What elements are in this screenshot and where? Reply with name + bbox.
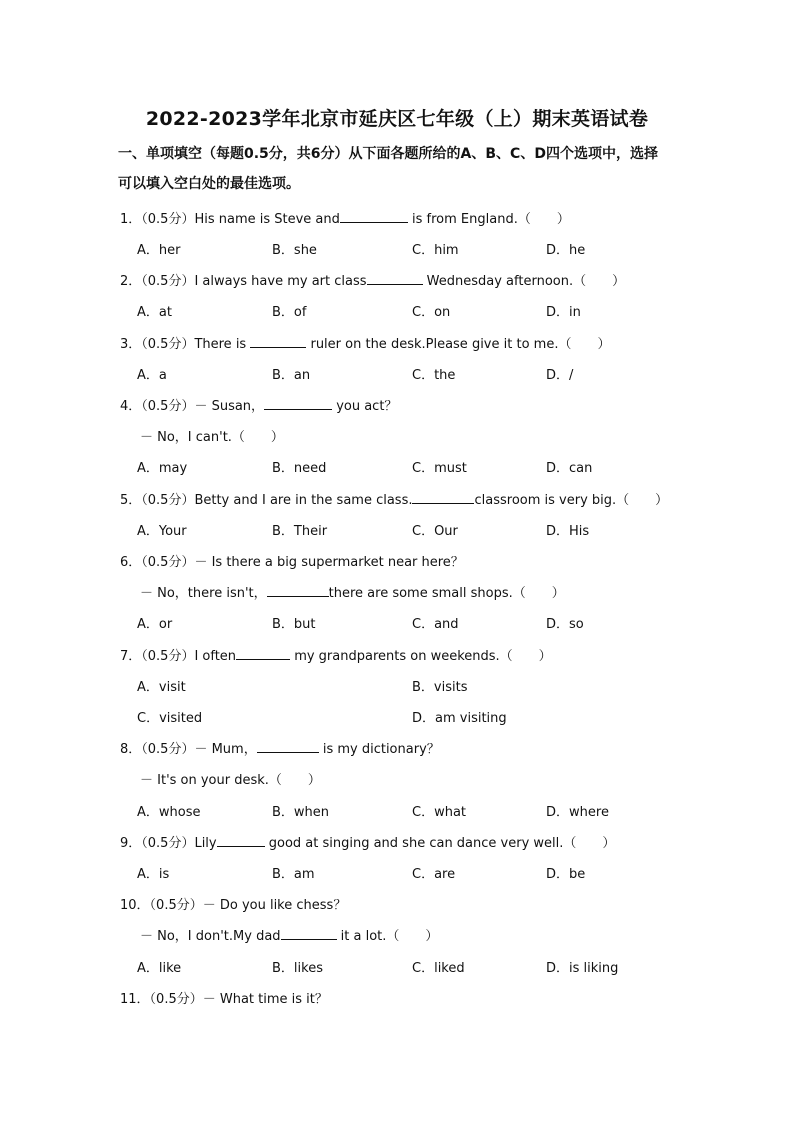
option-a[interactable]: A．at bbox=[137, 305, 172, 320]
question-11-stem: 11．（0.5分）－ What time is it？ bbox=[120, 992, 328, 1007]
answer-blank bbox=[367, 272, 423, 285]
option-b[interactable]: B．but bbox=[272, 617, 316, 632]
option-a[interactable]: A．or bbox=[137, 617, 173, 632]
answer-blank bbox=[264, 397, 332, 410]
option-b[interactable]: B．an bbox=[272, 368, 311, 383]
option-b[interactable]: B．she bbox=[272, 243, 317, 258]
option-b[interactable]: B．need bbox=[272, 461, 327, 476]
option-a[interactable]: A．a bbox=[137, 368, 167, 383]
option-d[interactable]: D．His bbox=[546, 524, 590, 539]
option-a[interactable]: A．visit bbox=[137, 680, 186, 695]
question-2-options bbox=[137, 301, 697, 319]
question-7-options-row2 bbox=[137, 707, 697, 725]
option-a[interactable]: A．like bbox=[137, 961, 182, 976]
question-2-stem: 2．（0.5分）I always have my art class Wednesday afternoon.（ ） bbox=[120, 274, 626, 289]
question-4-stem: 4．（0.5分）－ Susan， you act？ bbox=[120, 399, 398, 414]
option-b[interactable]: B．when bbox=[272, 805, 330, 820]
option-d[interactable]: D．so bbox=[546, 617, 584, 632]
option-d[interactable]: D．in bbox=[546, 305, 581, 320]
question-7-options-row1 bbox=[137, 676, 697, 694]
question-6-reply: － No，there isn't， there are some small shops.（ ） bbox=[140, 586, 565, 601]
option-c[interactable]: C．liked bbox=[412, 961, 465, 976]
question-3-stem: 3．（0.5分）There is ruler on the desk.Please give it to me.（ ） bbox=[120, 337, 611, 352]
answer-blank bbox=[412, 491, 474, 504]
option-c[interactable]: C．the bbox=[412, 368, 456, 383]
question-6-stem: 6．（0.5分）－ Is there a big supermarket near here？ bbox=[120, 555, 464, 570]
option-d[interactable]: D．where bbox=[546, 805, 609, 820]
question-4-options bbox=[137, 457, 697, 475]
answer-blank bbox=[340, 210, 408, 223]
option-d[interactable]: D．/ bbox=[546, 368, 574, 383]
question-5-options bbox=[137, 520, 697, 538]
answer-blank bbox=[250, 335, 306, 348]
option-c[interactable]: C．are bbox=[412, 867, 456, 882]
question-3-options bbox=[137, 364, 697, 382]
section-heading-line2: 可以填入空白处的最佳选项。 bbox=[118, 176, 300, 192]
section-heading-line1: 一、单项填空（每题0.5分，共6分）从下面各题所给的A、B、C、D四个选项中，选择 bbox=[118, 146, 658, 162]
option-c[interactable]: C．Our bbox=[412, 524, 458, 539]
option-d[interactable]: D．can bbox=[546, 461, 593, 476]
question-1-stem: 1．（0.5分）His name is Steve and is from England.（ ） bbox=[120, 212, 570, 227]
answer-blank bbox=[217, 834, 265, 847]
option-a[interactable]: A．her bbox=[137, 243, 181, 258]
answer-blank bbox=[281, 927, 337, 940]
option-d[interactable]: D．am visiting bbox=[412, 711, 507, 726]
question-5-stem: 5．（0.5分）Betty and I are in the same class. classroom is very big.（ ） bbox=[120, 493, 669, 508]
question-9-stem: 9．（0.5分）Lily good at singing and she can dance very well.（ ） bbox=[120, 836, 616, 851]
answer-blank bbox=[236, 647, 290, 660]
question-4-reply: － No，I can't.（ ） bbox=[140, 430, 284, 445]
option-c[interactable]: C．what bbox=[412, 805, 467, 820]
question-10-options bbox=[137, 957, 697, 975]
option-d[interactable]: D．be bbox=[546, 867, 586, 882]
answer-blank bbox=[257, 740, 319, 753]
option-a[interactable]: A．whose bbox=[137, 805, 201, 820]
answer-blank bbox=[267, 584, 329, 597]
option-c[interactable]: C．must bbox=[412, 461, 467, 476]
option-d[interactable]: D．is liking bbox=[546, 961, 619, 976]
question-10-reply: － No，I don't.My dad it a lot.（ ） bbox=[140, 929, 439, 944]
question-7-stem: 7．（0.5分）I often my grandparents on weekends.（ ） bbox=[120, 649, 552, 664]
question-10-stem: 10．（0.5分）－ Do you like chess？ bbox=[120, 898, 347, 913]
option-c[interactable]: C．visited bbox=[137, 711, 203, 726]
option-c[interactable]: C．him bbox=[412, 243, 459, 258]
option-b[interactable]: B．Their bbox=[272, 524, 328, 539]
option-c[interactable]: C．and bbox=[412, 617, 459, 632]
page-title: 2022-2023学年北京市延庆区七年级（上）期末英语试卷 bbox=[145, 108, 649, 130]
option-b[interactable]: B．likes bbox=[272, 961, 323, 976]
question-8-reply: － It's on your desk.（ ） bbox=[140, 773, 321, 788]
option-a[interactable]: A．Your bbox=[137, 524, 187, 539]
question-9-options bbox=[137, 863, 697, 881]
option-a[interactable]: A．is bbox=[137, 867, 170, 882]
section-heading bbox=[118, 139, 688, 199]
question-8-options bbox=[137, 801, 697, 819]
option-a[interactable]: A．may bbox=[137, 461, 188, 476]
question-6-options bbox=[137, 613, 697, 631]
option-b[interactable]: B．visits bbox=[412, 680, 468, 695]
option-c[interactable]: C．on bbox=[412, 305, 451, 320]
option-d[interactable]: D．he bbox=[546, 243, 586, 258]
option-b[interactable]: B．of bbox=[272, 305, 307, 320]
question-8-stem: 8．（0.5分）－ Mum， is my dictionary？ bbox=[120, 742, 440, 757]
option-b[interactable]: B．am bbox=[272, 867, 315, 882]
question-1-options bbox=[137, 239, 697, 257]
